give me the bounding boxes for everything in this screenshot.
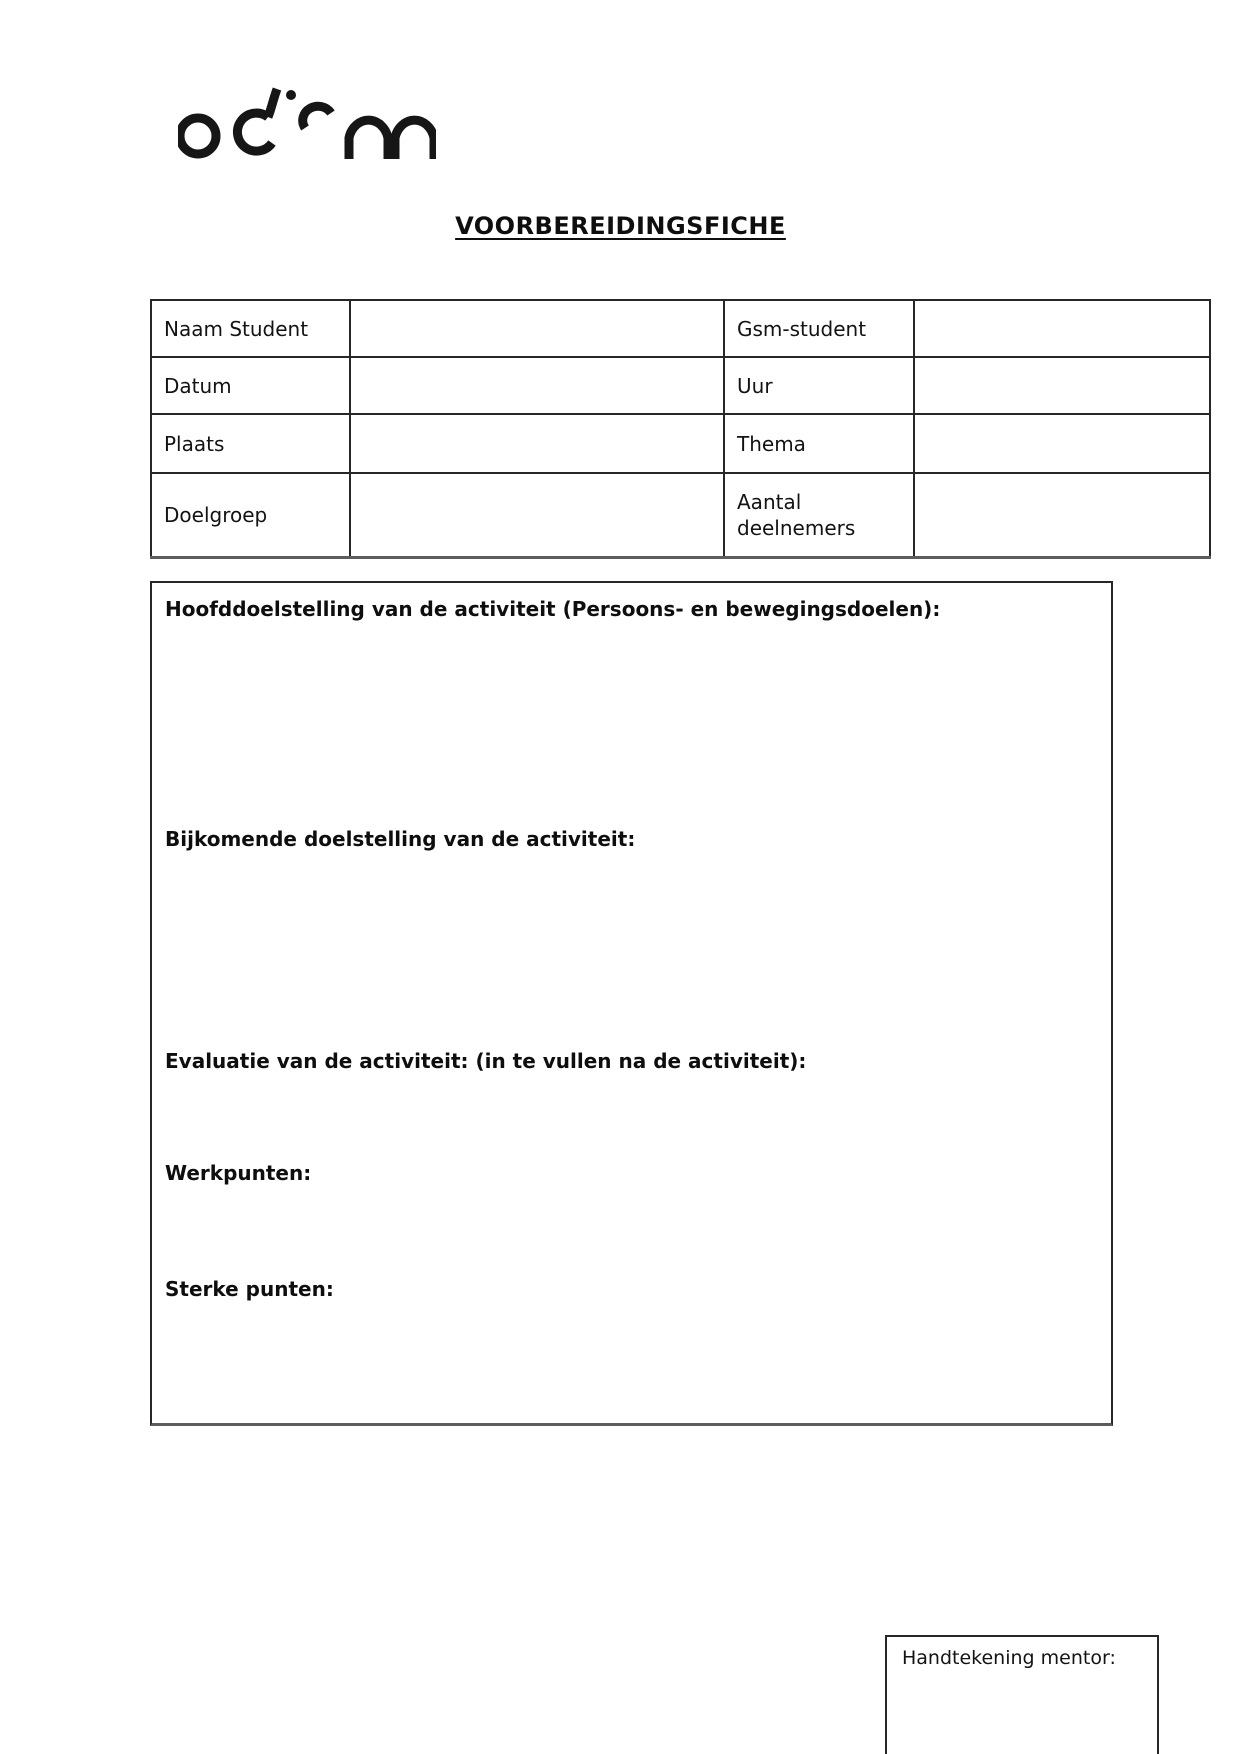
odisee-logo	[178, 86, 436, 161]
field-value-thema	[914, 414, 1210, 473]
field-label-thema: Thema	[724, 414, 914, 473]
field-value-doelgroep	[350, 473, 724, 558]
field-value-plaats	[350, 414, 724, 473]
info-table-row	[151, 357, 1210, 414]
signature-label: Handtekening mentor:	[902, 1647, 1116, 1669]
logo-brand-text	[178, 161, 179, 162]
info-table	[150, 299, 1211, 559]
field-value-gsm-student	[914, 300, 1210, 357]
info-table-row	[151, 300, 1210, 357]
field-value-naam-student	[350, 300, 724, 357]
field-label-gsm-student: Gsm-student	[724, 300, 914, 357]
field-value-aantal-deelnemers	[914, 473, 1210, 558]
objectives-box	[150, 581, 1113, 1426]
heading-bijkomende-doelstelling: Bijkomende doelstelling van de activiteit:	[165, 827, 636, 851]
info-table-row	[151, 473, 1210, 558]
heading-sterke-punten: Sterke punten:	[165, 1277, 334, 1301]
field-label-naam-student: Naam Student	[151, 300, 350, 357]
page-title: VOORBEREIDINGSFICHE	[455, 212, 786, 240]
field-label-aantal-deelnemers: Aantal deelnemers	[724, 473, 914, 558]
logo-letter-e2	[395, 120, 434, 159]
heading-hoofddoelstelling: Hoofddoelstelling van de activiteit (Persoons- en bewegingsdoelen):	[165, 597, 941, 621]
field-label-doelgroep: Doelgroep	[151, 473, 350, 558]
heading-werkpunten: Werkpunten:	[165, 1161, 312, 1185]
logo-letter-i-dot	[286, 90, 296, 100]
heading-evaluatie: Evaluatie van de activiteit: (in te vullen na de activiteit):	[165, 1049, 807, 1073]
field-label-uur: Uur	[724, 357, 914, 414]
info-table-row	[151, 414, 1210, 473]
logo-letter-e1	[349, 120, 388, 159]
logo-letter-o	[180, 118, 216, 154]
field-label-plaats: Plaats	[151, 414, 350, 473]
signature-box	[885, 1635, 1159, 1754]
field-value-uur	[914, 357, 1210, 414]
field-label-datum: Datum	[151, 357, 350, 414]
logo-letter-d-bowl	[237, 113, 272, 151]
logo-letter-s	[303, 106, 331, 128]
field-value-datum	[350, 357, 724, 414]
odisee-logo-graphic	[178, 86, 436, 161]
